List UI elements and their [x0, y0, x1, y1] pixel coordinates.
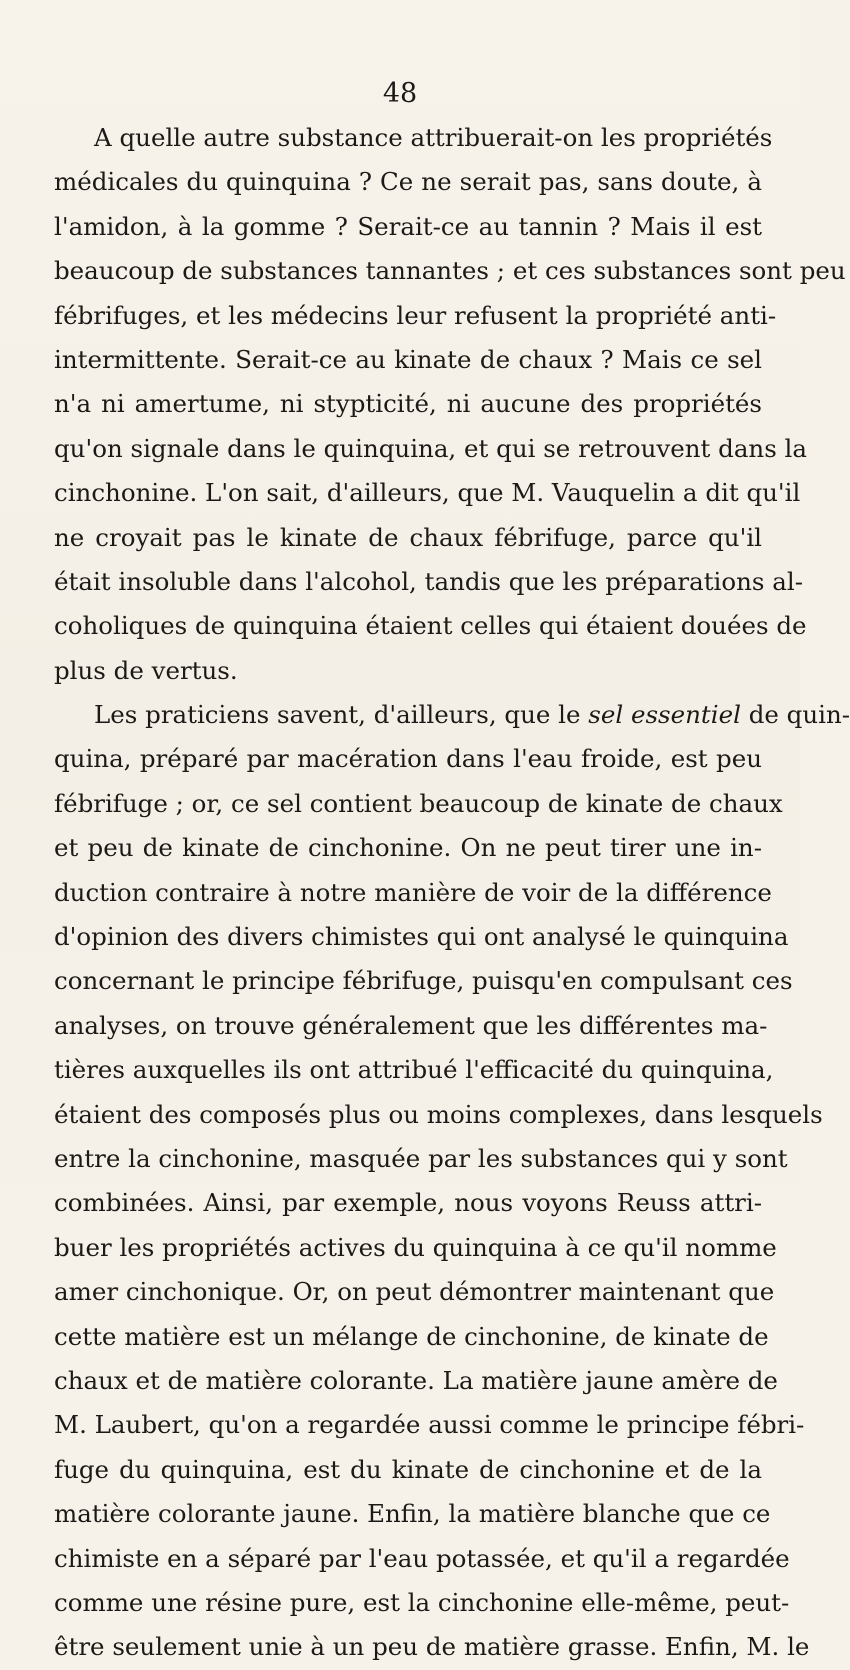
italic-term: sel essentiel: [588, 700, 741, 730]
text-line: plus de vertus.: [54, 655, 238, 685]
text-line: comme une résine pure, est la cinchonine elle-même, peut-: [54, 1587, 790, 1617]
text-line: M. Laubert, qu'on a regardée aussi comme le principe fébri-: [54, 1410, 805, 1440]
text-line: qu'on signale dans le quinquina, et qui se retrouvent dans la: [54, 433, 808, 463]
text-line: et peu de kinate de cinchonine. On ne peut tirer une in-: [54, 833, 762, 863]
page-number: 48: [382, 78, 418, 109]
text-line: beaucoup de substances tannantes ; et ces substances sont peu: [54, 256, 846, 286]
text-line: cinchonine. L'on sait, d'ailleurs, que M. Vauquelin a dit qu'il: [54, 478, 801, 508]
text-run: Les praticiens savent, d'ailleurs, que le: [94, 700, 589, 730]
text-line: médicales du quinquina ? Ce ne serait pas, sans doute, à: [54, 167, 762, 197]
text-run: de quin-: [740, 700, 850, 730]
text-line: concernant le principe fébrifuge, puisqu'en compulsant ces: [54, 966, 793, 996]
text-line: buer les propriétés actives du quinquina à ce qu'il nomme: [54, 1232, 777, 1262]
text-line: entre la cinchonine, masquée par les substances qui y sont: [54, 1143, 788, 1173]
text-line: fébrifuges, et les médecins leur refusent la propriété anti-: [54, 300, 777, 330]
text-line: chaux et de matière colorante. La matière jaune amère de: [54, 1365, 778, 1395]
text-line: cette matière est un mélange de cinchonine, de kinate de: [54, 1321, 769, 1351]
text-line: n'a ni amertume, ni stypticité, ni aucune des propriétés: [54, 389, 762, 419]
body-text: [54, 116, 850, 1670]
text-line: combinées. Ainsi, par exemple, nous voyons Reuss attri-: [54, 1188, 762, 1218]
text-line: matière colorante jaune. Enfin, la matière blanche que ce: [54, 1499, 771, 1529]
text-line: analyses, on trouve généralement que les différentes ma-: [54, 1010, 768, 1040]
text-line: étaient des composés plus ou moins complexes, dans lesquels: [54, 1099, 823, 1129]
text-line: fébrifuge ; or, ce sel contient beaucoup de kinate de chaux: [54, 788, 783, 818]
text-line: l'amidon, à la gomme ? Serait-ce au tannin ? Mais il est: [54, 211, 762, 241]
text-line: coholiques de quinquina étaient celles qui étaient douées de: [54, 611, 807, 641]
text-line: d'opinion des divers chimistes qui ont analysé le quinquina: [54, 922, 789, 952]
text-line: chimiste en a séparé par l'eau potassée, et qu'il a regardée: [54, 1543, 790, 1573]
text-line: ne croyait pas le kinate de chaux fébrifuge, parce qu'il: [54, 522, 762, 552]
text-line: fuge du quinquina, est du kinate de cinchonine et de la: [54, 1454, 762, 1484]
text-line-with-italic: [54, 693, 850, 737]
text-line: duction contraire à notre manière de voir de la différence: [54, 877, 772, 907]
text-line: quina, préparé par macération dans l'eau froide, est peu: [54, 744, 762, 774]
text-line: amer cinchonique. Or, on peut démontrer maintenant que: [54, 1277, 775, 1307]
text-line: tières auxquelles ils ont attribué l'efficacité du quinquina,: [54, 1055, 774, 1085]
text-line: être seulement unie à un peu de matière grasse. Enfin, M. le: [54, 1632, 810, 1662]
text-line: était insoluble dans l'alcohol, tandis que les préparations al-: [54, 566, 803, 596]
text-line: intermittente. Serait-ce au kinate de chaux ? Mais ce sel: [54, 344, 762, 374]
text-line: A quelle autre substance attribuerait-on les propriétés: [94, 123, 773, 152]
